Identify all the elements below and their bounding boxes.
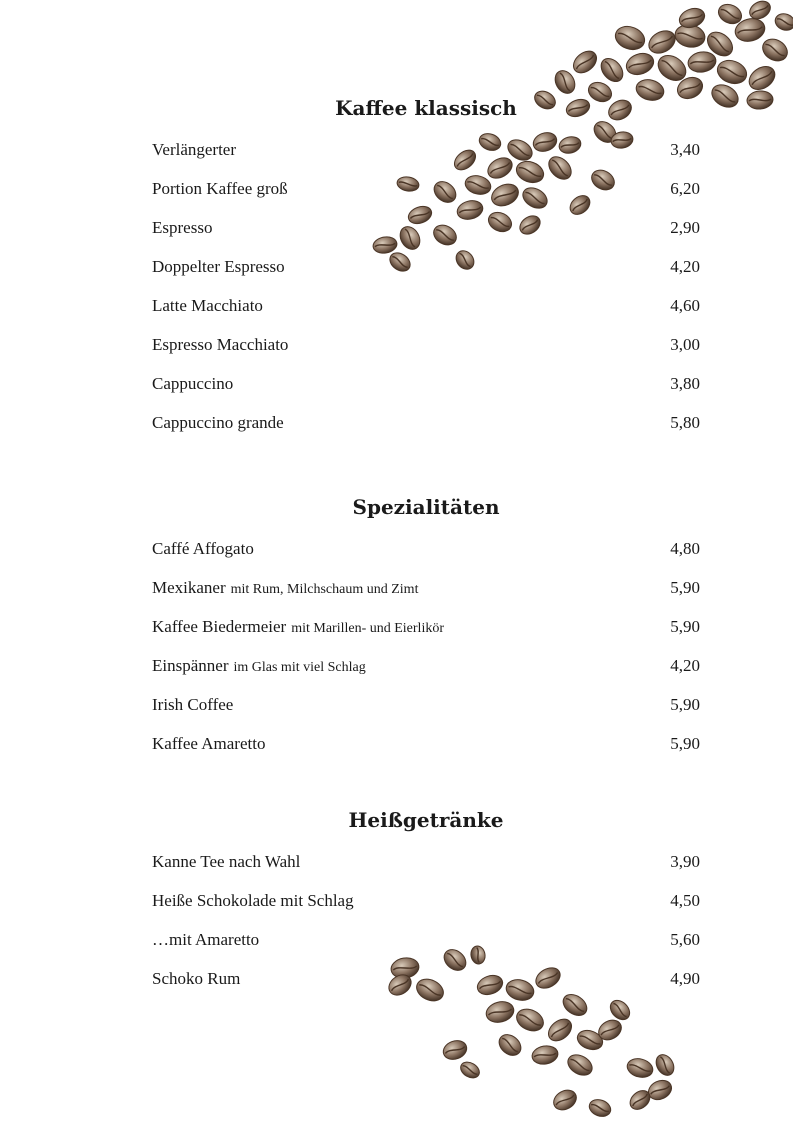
item-name xyxy=(152,654,366,680)
coffee-bean-icon xyxy=(653,1051,678,1078)
coffee-bean-icon xyxy=(575,1027,606,1053)
item-name-text: Einspänner xyxy=(152,656,229,675)
coffee-bean-icon xyxy=(773,11,793,33)
item-price: 2,90 xyxy=(670,218,700,237)
menu-item xyxy=(152,654,700,678)
menu-item xyxy=(152,372,700,396)
item-price: 3,90 xyxy=(670,852,700,871)
coffee-bean-icon xyxy=(531,1044,560,1066)
item-name xyxy=(152,576,418,602)
item-name-text: Kaffee Amaretto xyxy=(152,734,266,753)
coffee-bean-icon xyxy=(607,997,634,1024)
section-title: Heißgetränke xyxy=(348,808,504,832)
item-name-text: Kaffee Biedermeier xyxy=(152,617,287,636)
menu-item xyxy=(152,138,700,162)
item-name-text: Irish Coffee xyxy=(152,695,234,714)
item-name: Doppelter Espresso xyxy=(152,257,285,276)
item-name xyxy=(152,732,265,756)
coffee-bean-icon xyxy=(513,1005,547,1035)
coffee-bean-icon xyxy=(559,990,591,1020)
coffee-bean-icon xyxy=(569,47,600,78)
item-name: Latte Macchiato xyxy=(152,296,263,315)
menu-item xyxy=(152,576,700,600)
item-name: Espresso Macchiato xyxy=(152,335,289,354)
menu-item xyxy=(152,928,700,952)
item-price: 5,80 xyxy=(670,413,700,432)
item-description: mit Marillen- und Eierlikör xyxy=(291,621,444,636)
item-name: Cappuccino xyxy=(152,374,234,393)
coffee-bean-icon xyxy=(550,1086,580,1114)
coffee-bean-icon xyxy=(458,1059,482,1081)
menu-item xyxy=(152,255,700,279)
item-price: 4,20 xyxy=(670,656,700,675)
menu-item xyxy=(152,615,700,639)
item-price: 3,40 xyxy=(670,140,700,159)
menu-item xyxy=(152,850,700,874)
coffee-bean-icon xyxy=(587,1097,613,1120)
item-name: Heiße Schokolade mit Schlag xyxy=(152,891,354,910)
item-price: 4,20 xyxy=(670,257,700,276)
item-name-text: Mexikaner xyxy=(152,578,226,597)
coffee-bean-icon xyxy=(625,1056,655,1080)
item-price: 5,90 xyxy=(670,734,700,753)
coffee-bean-icon xyxy=(623,50,656,78)
coffee-bean-icon xyxy=(612,23,648,54)
item-price: 5,60 xyxy=(670,930,700,949)
menu-item xyxy=(152,889,700,913)
coffee-bean-icon xyxy=(708,80,742,111)
coffee-bean-icon xyxy=(653,50,690,85)
coffee-bean-icon xyxy=(677,5,708,31)
menu-item xyxy=(152,294,700,318)
menu-item xyxy=(152,177,700,201)
coffee-bean-icon xyxy=(626,1087,653,1113)
item-description: mit Rum, Milchschaum und Zimt xyxy=(230,582,419,597)
menu-item xyxy=(152,732,700,756)
coffee-bean-icon xyxy=(746,90,773,110)
menu-item xyxy=(152,333,700,357)
item-name: Cappuccino grande xyxy=(152,413,284,432)
coffee-bean-icon xyxy=(595,1016,625,1044)
item-price: 3,80 xyxy=(670,374,700,393)
item-price: 6,20 xyxy=(670,179,700,198)
menu-item xyxy=(152,693,700,717)
coffee-bean-icon xyxy=(714,57,750,88)
coffee-bean-icon xyxy=(746,0,773,22)
item-price: 4,80 xyxy=(670,539,700,558)
section-title: Spezialitäten xyxy=(352,495,500,519)
coffee-bean-icon xyxy=(645,1077,674,1103)
item-name xyxy=(152,615,444,641)
coffee-bean-icon xyxy=(703,27,737,60)
item-name: …mit Amaretto xyxy=(152,930,260,949)
coffee-bean-icon xyxy=(551,67,579,97)
coffee-bean-icon xyxy=(759,35,792,65)
menu-item xyxy=(152,967,700,991)
item-name: Espresso xyxy=(152,218,213,237)
menu-item xyxy=(152,537,700,561)
item-name: Schoko Rum xyxy=(152,969,241,988)
item-name xyxy=(152,693,233,717)
coffee-bean-icon xyxy=(495,1030,525,1059)
item-price: 4,60 xyxy=(670,296,700,315)
coffee-bean-icon xyxy=(645,26,679,57)
menu-item xyxy=(152,411,700,435)
coffee-bean-icon xyxy=(686,50,717,75)
item-price: 5,90 xyxy=(670,617,700,636)
coffee-bean-icon xyxy=(564,1051,596,1080)
coffee-bean-icon xyxy=(484,999,516,1026)
item-price: 4,90 xyxy=(670,969,700,988)
item-price: 5,90 xyxy=(670,695,700,714)
item-name: Verlängerter xyxy=(152,140,237,159)
coffee-bean-icon xyxy=(673,23,706,50)
coffee-bean-icon xyxy=(733,15,768,44)
coffee-bean-icon xyxy=(715,1,744,27)
item-description: im Glas mit viel Schlag xyxy=(233,660,366,675)
coffee-bean-icon xyxy=(441,1037,470,1062)
item-name: Kanne Tee nach Wahl xyxy=(152,852,301,871)
item-name xyxy=(152,537,254,561)
coffee-bean-icon xyxy=(597,54,628,85)
coffee-bean-icon xyxy=(544,1015,575,1046)
menu-item xyxy=(152,216,700,240)
item-name-text: Caffé Affogato xyxy=(152,539,254,558)
item-price: 4,50 xyxy=(670,891,700,910)
item-price: 3,00 xyxy=(670,335,700,354)
item-name: Portion Kaffee groß xyxy=(152,179,288,198)
coffee-bean-icon xyxy=(745,62,779,94)
item-price: 5,90 xyxy=(670,578,700,597)
section-title: Kaffee klassisch xyxy=(335,96,517,120)
